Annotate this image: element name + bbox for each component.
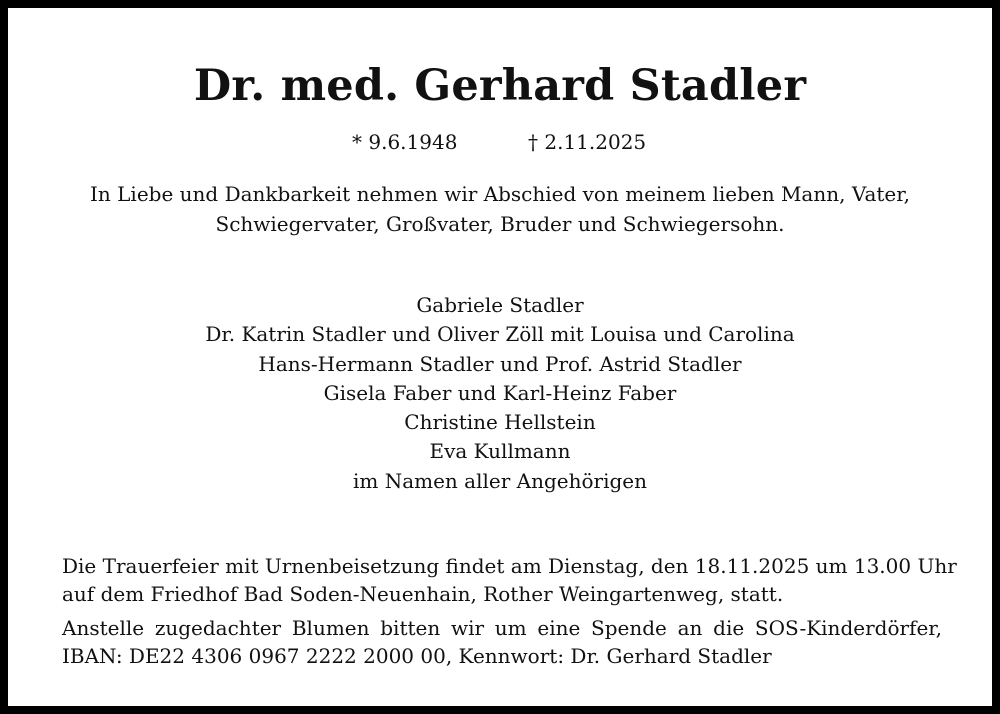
mourners-list [0,291,1000,496]
service-line: Die Trauerfeier mit Urnenbeisetzung findet am Dienstag, den 18.11.2025 um 13.00 Uhr [62,554,957,578]
mourner-name: Hans-Hermann Stadler und Prof. Astrid Stadler [258,351,742,376]
mourner-name: Dr. Katrin Stadler und Oliver Zöll mit Louisa und Carolina [205,322,795,347]
donation-line: Anstelle zugedachter Blumen bitten wir um eine Spende an die SOS-Kinderdörfer, [62,616,942,640]
intro-text [40,179,960,239]
donation-line: IBAN: DE22 4306 0967 2222 2000 00, Kennwort: Dr. Gerhard Stadler [62,644,772,668]
service-info [62,552,957,670]
mourner-name: Christine Hellstein [404,410,596,435]
mourner-name: im Namen aller Angehörigen [352,468,647,493]
mourner-name: Gabriele Stadler [416,293,584,317]
deceased-name: Dr. med. Gerhard Stadler [193,61,807,111]
intro-line: Schwiegervater, Großvater, Bruder und Schwiegersohn. [215,212,785,236]
life-dates [0,127,1000,157]
death-date: † 2.11.2025 [528,130,647,154]
birth-date: * 9.6.1948 [352,130,458,154]
service-line: auf dem Friedhof Bad Soden-Neuenhain, Rother Weingartenweg, statt. [62,582,784,606]
mourner-name: Eva Kullmann [429,439,571,464]
mourner-name: Gisela Faber und Karl-Heinz Faber [323,380,677,405]
intro-line: In Liebe und Dankbarkeit nehmen wir Abschied von meinem lieben Mann, Vater, [90,182,910,206]
